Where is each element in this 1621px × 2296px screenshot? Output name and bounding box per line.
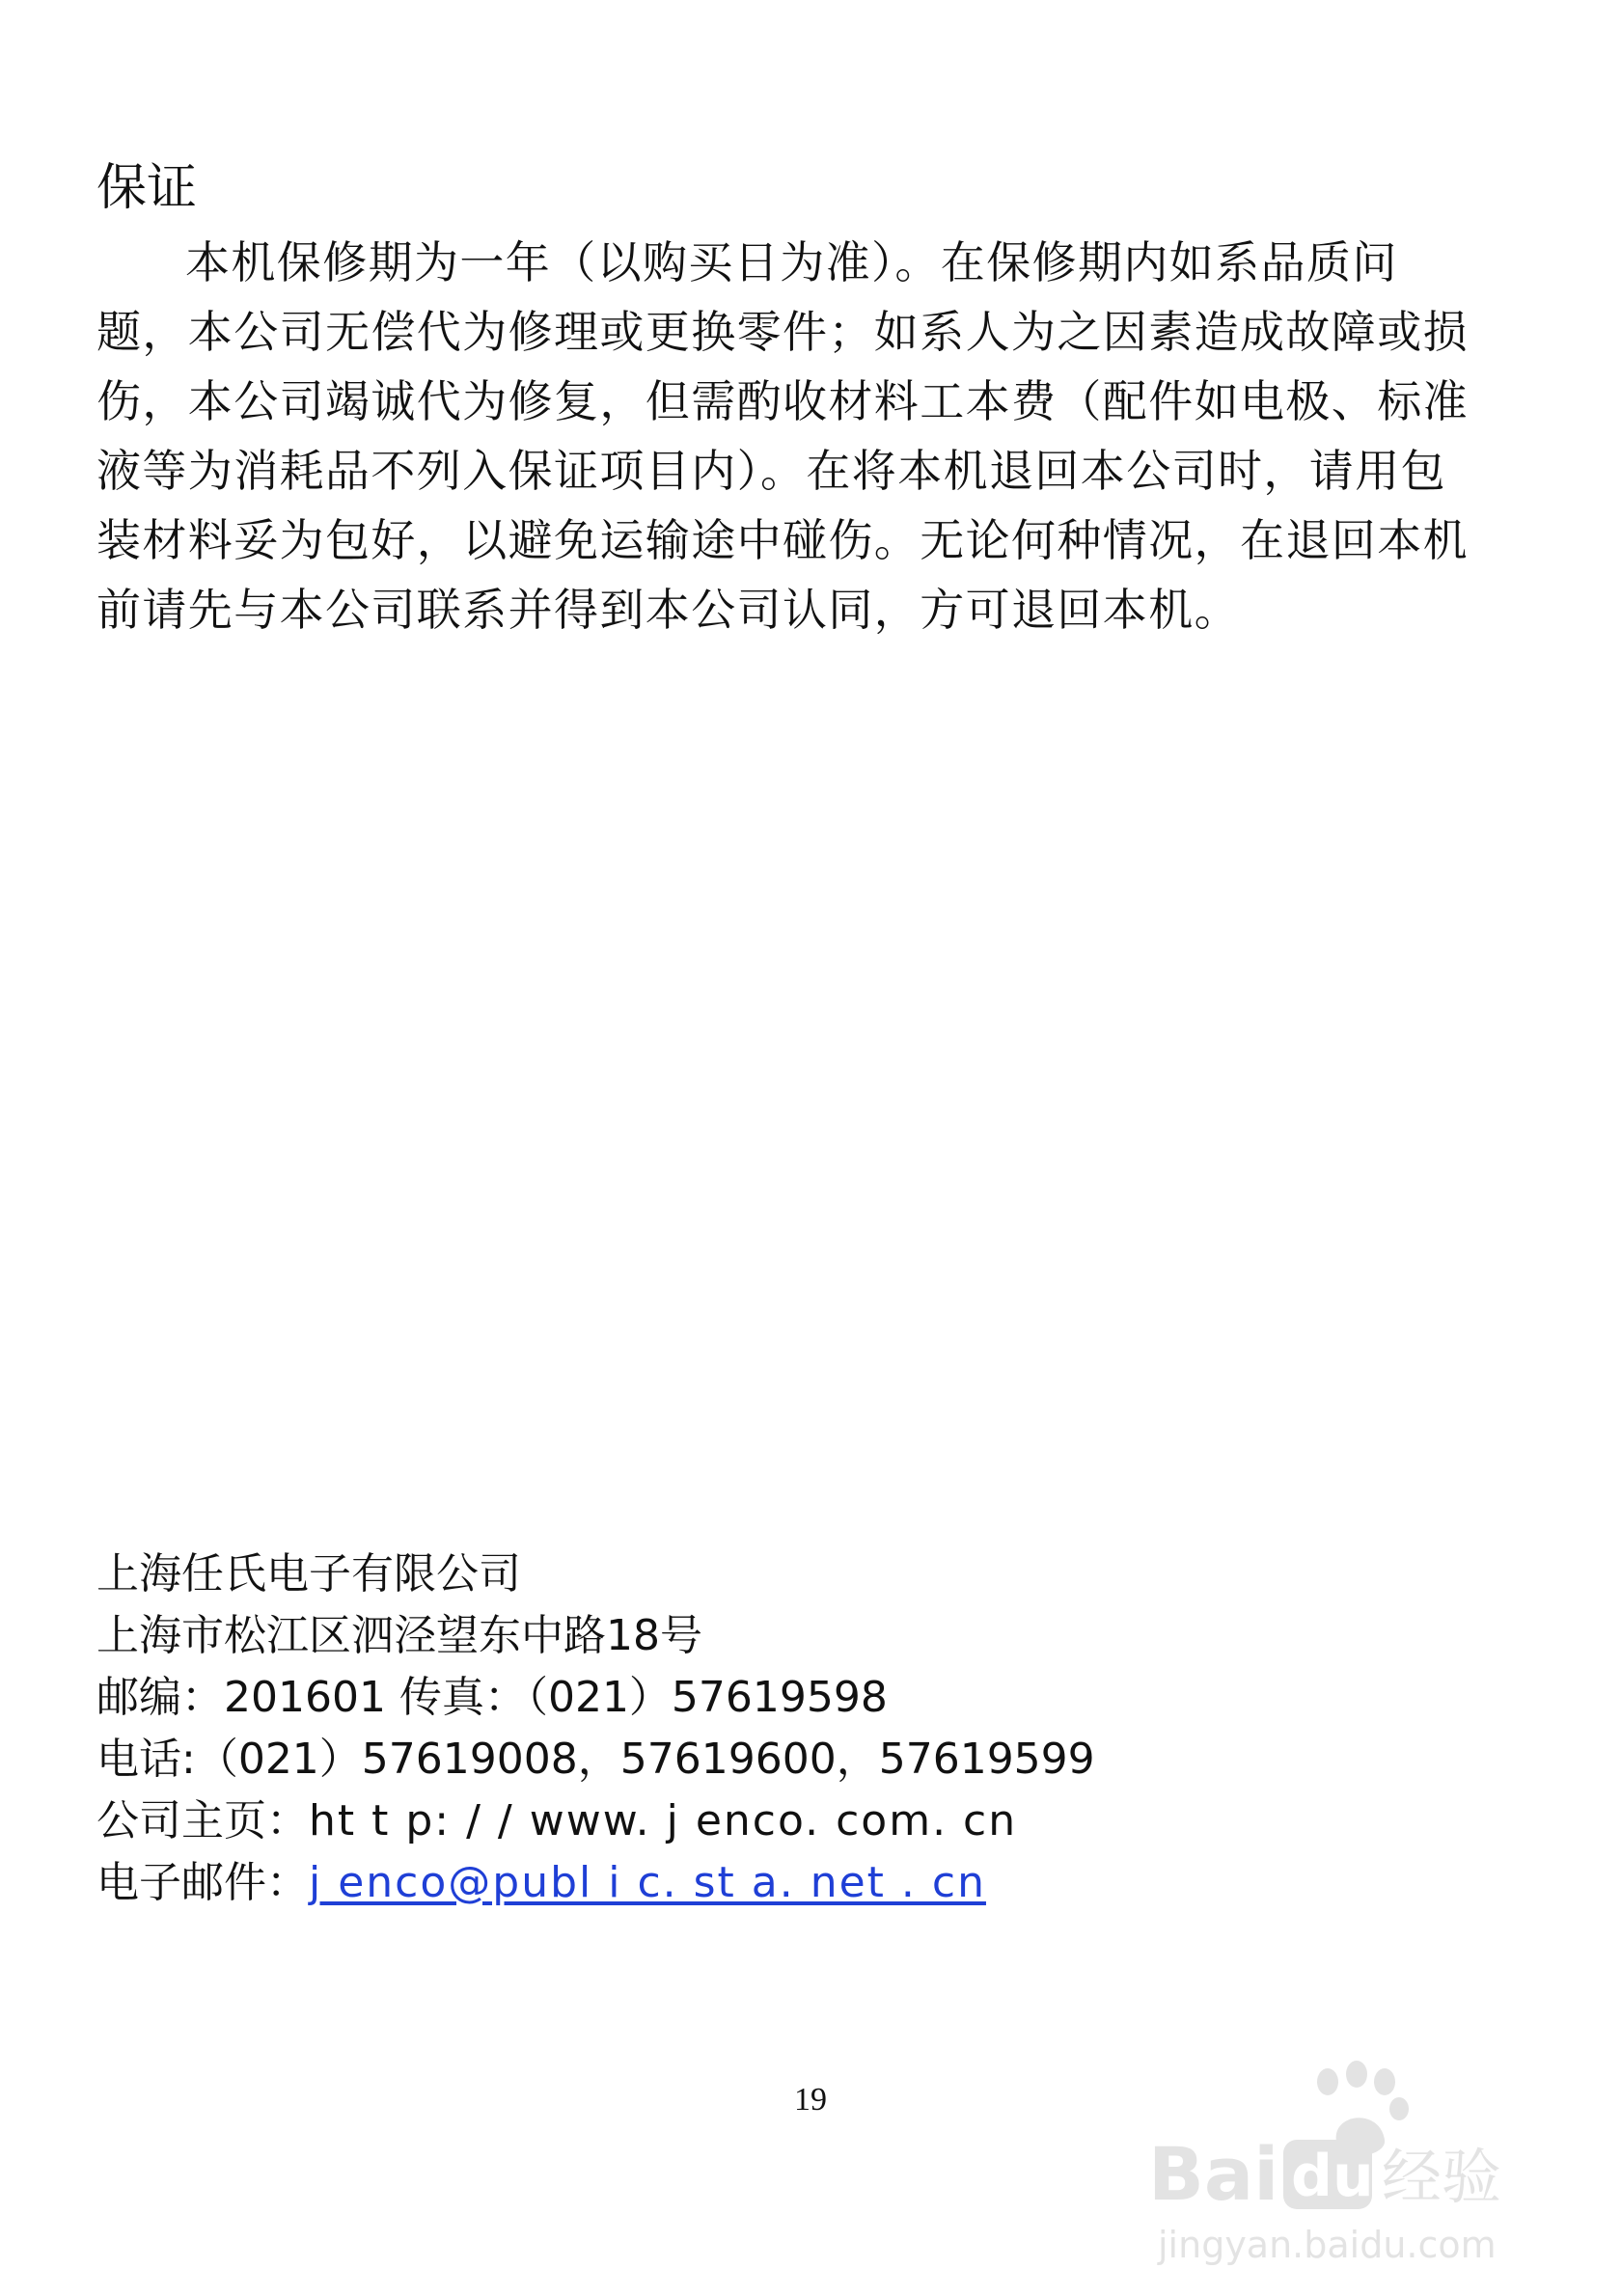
paragraph-line: 装材料妥为包好，以避免运输途中碰伤。无论何种情况，在退回本机: [96, 514, 1469, 566]
email-line: [96, 1852, 1095, 1914]
section-heading: 保证: [96, 159, 198, 217]
baidu-jingyan-watermark: [1139, 2055, 1544, 2277]
watermark-du: du: [1291, 2143, 1374, 2210]
company-name: 上海任氏电子有限公司: [96, 1549, 521, 1599]
watermark-brand: Bai: [1148, 2131, 1279, 2217]
postcode-fax: 邮编：201601 传真：（021）57619598: [96, 1673, 888, 1722]
paragraph-line: 前请先与本公司联系并得到本公司认同，方可退回本机。: [96, 584, 1240, 636]
contact-block: [96, 1544, 1095, 1914]
page-number: 19: [794, 2082, 827, 2118]
email-link[interactable]: j enco@publ i c. st a. net . cn: [309, 1858, 986, 1907]
paragraph-line: 液等为消耗品不列入保证项目内）。在将本机退回本公司时，请用包: [96, 445, 1446, 497]
watermark-product: 经验: [1382, 2142, 1502, 2212]
company-address: 上海市松江区泗泾望东中路18号: [96, 1611, 702, 1660]
warranty-paragraph: [96, 228, 1505, 644]
homepage-label: 公司主页：: [96, 1796, 309, 1845]
paragraph-line: 伤，本公司竭诚代为修复，但需酌收材料工本费（配件如电极、标准: [96, 375, 1469, 427]
homepage-url: ht t p: / / www. j enco. com. cn: [309, 1796, 1018, 1845]
homepage-line: [96, 1790, 1095, 1852]
watermark-logo: [1139, 2055, 1544, 2277]
watermark-url: jingyan.baidu.com: [1158, 2224, 1497, 2266]
phone-numbers: 电话:（021）57619008，57619600，57619599: [96, 1735, 1095, 1784]
paragraph-line: 题，本公司无偿代为修理或更换零件；如系人为之因素造成故障或损: [96, 306, 1469, 358]
paragraph-line: 本机保修期为一年（以购买日为准）。在保修期内如系品质问: [185, 236, 1398, 288]
email-label: 电子邮件：: [96, 1858, 309, 1907]
